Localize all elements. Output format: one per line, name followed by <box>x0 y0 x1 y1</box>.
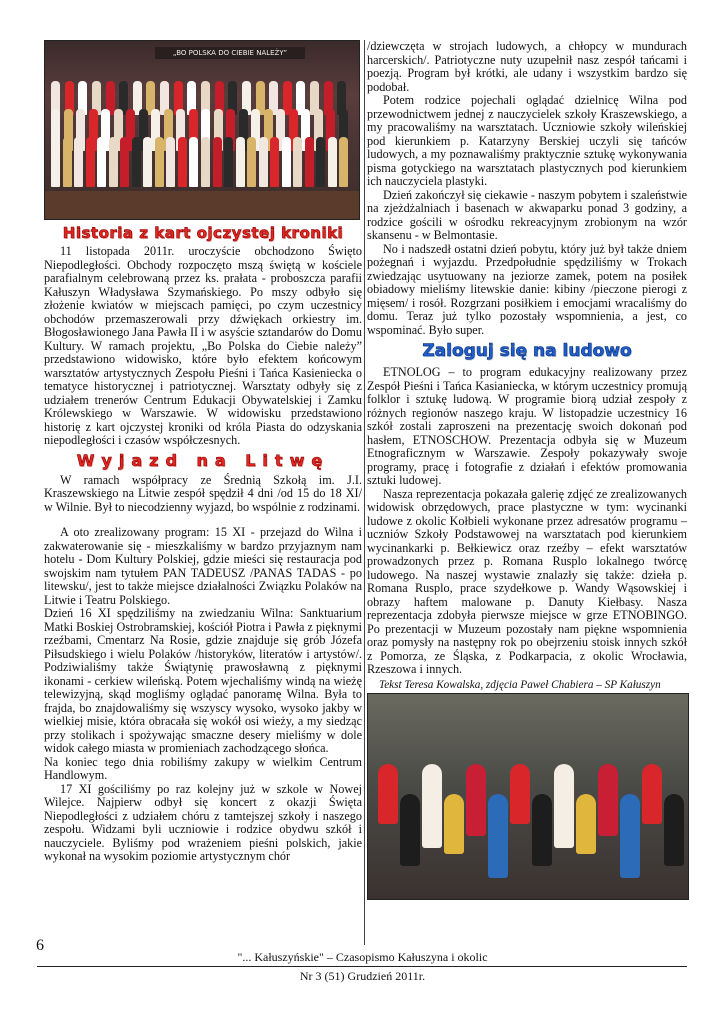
child-figure <box>510 764 530 824</box>
child-figure <box>598 764 618 836</box>
article-wyjazd-paragraph-8: No i nadszedł ostatni dzień pobytu, który już był także dniem pożegnań i wyjazdu. Przedpołudnie spędziliśmy w Trokach zwiedzając usytuowany na jeziorze zamek, potem na posiłek obiadowy mieliśmy litewskie danie: kibiny /pieczone pierogi z mięsem/ i rosół. Rozgrzani posiłkiem i emocjami wracaliśmy do domu. Teraz już tylko pozostały wspomnienia, a jest, co wspominać. Było super. <box>367 241 687 337</box>
child-figure <box>400 794 420 866</box>
child-figure <box>488 794 508 878</box>
child-figure <box>642 764 662 824</box>
performer-figure <box>86 137 95 187</box>
performer-figure <box>74 137 83 187</box>
footer-rule <box>37 966 687 967</box>
left-column <box>44 40 362 864</box>
photo-folk-costume-children <box>367 693 689 900</box>
photo-stage-performance <box>44 40 360 220</box>
child-figure <box>444 794 464 854</box>
child-figure <box>576 794 596 854</box>
article-wyjazd-paragraph-5-continued: /dziewczęta w strojach ludowych, a chłopcy w mundurach harcerskich/. Patriotyczne nuty uzupełnił nasz zespół tańcami i poezją. Program był krótki, ale udany i wszystkim bardzo się podobał. <box>367 39 687 94</box>
article-wyjazd-paragraph-5: 17 XI gościliśmy po raz kolejny już w szkole w Nowej Wilejce. Najpierw odbył się koncert z okazji Święta Niepodległości z udziałem chóru z tamtejszej szkoły i naszego zespołu. Widzami byli uczniowie i rodzice obydwu szkół i nauczyciele. Byliśmy pod wrażeniem pieśni polskich, jakie wykonał na wysokim poziomie artystycznym chór <box>44 781 362 863</box>
article-wyjazd-paragraph-3: Dzień 16 XI spędziliśmy na zwiedzaniu Wilna: Sanktuarium Matki Boskiej Ostrobramskiej, kościół Piotra i Pawła z pięknymi rzeźbami, Cmentarz Na Rosie, gdzie znajduje się grób Józefa Piłsudskiego i wielu Polaków /historyków, literatów i artystów/. Podziwialiśmy także Świątynię prawosławną z pięknymi ikonami - cerkiew wileńską. Potem wjechaliśmy windą na wieżę telewizyjną, skąd mogliśmy oglądać panoramę Wilna. Była to frajda, bo znajdowaliśmy się wszyscy wysoko, wysoko jakby w wielkiej misie, która obracała się wokół osi wieży, a my siedząc przy stolikach i spożywając smaczne desery mieliśmy w dole widok całego miasta w promieniach zachodzącego słońca. <box>44 606 362 755</box>
article-zaloguj-paragraph-1: ETNOLOG – to program edukacyjny realizowany przez Zespół Pieśni i Tańca Kasianiecka, w którym uczestnicy promują folklor i sztukę ludową. W programie biorą udział zespoły z różnych regionów naszego kraju. W listopadzie uczestnicy 16 szkół zostali zaproszeni na prezentację swoich dokonań pod hasłem, ETNOSCHOW. Prezentacja odbyła się w Muzeum Etnograficznym w Warszawie. Zespoły pokazywały swoje programy, pracę i fotografie z działań i efektów promowania sztuki ludowej. <box>367 365 687 487</box>
performer-figure <box>247 137 256 187</box>
performer-figure <box>97 137 106 187</box>
performer-figure <box>132 137 141 187</box>
child-figure <box>554 764 574 848</box>
article-wyjazd-paragraph-6: Potem rodzice pojechali oglądać dzielnicę Wilna pod przewodnictwem jednej z nauczycielek szkoły Kraszewskiego, a my pracowaliśmy na warsztatach. Uczniowie szkoły wileńskiej pod kierunkiem p. Katarzyny Berskiej uczyli się tańców ludowych, a my poznawaliśmy praktycznie sztukę wykonywania pisma gotyckiego na warsztatach plastycznych pod kierunkiem ich nauczyciela plastyki. <box>367 93 687 188</box>
performer-figure <box>201 137 210 187</box>
article-historia-paragraph: 11 listopada 2011r. uroczyście obchodzono Święto Niepodległości. Obchody rozpoczęto mszą świętą w kościele parafialnym celebrowaną przez ks. prałata - proboszcza parafii Kałuszyn Władysława Szymańskiego. Po mszy odbyło się złożenie kwiatów w miejscach pamięci, po czym uczestnicy obchodów przemaszerowali przy dźwiękach orkiestry im. Błogosławionego Jana Pawła II i w asyście sztandarów do Domu Kultury. W ramach projektu, „Bo Polska do Ciebie należy” przedstawiono widowisko, które było efektem końcowym warsztatów artystycznych Zespołu Pieśni i Tańca Kasieniecka o tematyce historycznej i patriotycznej. Warsztaty odbyły się z udziałem trenerów Centrum Edukacji Obywatelskiej i Zamku Królewskiego w Warszawie. W widowisku przedstawiono historię z kart ojczystej kroniki od króla Piasta do odzyskania niepodległości i czasów współczesnych. <box>44 244 362 447</box>
performer-figure <box>305 137 314 187</box>
child-figure <box>532 794 552 866</box>
performer-figure <box>109 137 118 187</box>
stage-floor <box>45 191 359 219</box>
performer-figure <box>270 137 279 187</box>
child-figure <box>422 764 442 848</box>
article-wyjazd-paragraph-7: Dzień zakończył się ciekawie - naszym pobytem i szaleństwie na zjeżdżalniach i basenach w akwaparku ponad 3 godziny, a rodzice gościli w ośrodku rekreacyjnym zrobionym na wzór skansenu - w Belmontasie. <box>367 187 687 242</box>
stage-banner: „BO POLSKA DO CIEBIE NALEŻY” <box>155 47 305 59</box>
performer-figure <box>224 137 233 187</box>
article-wyjazd-paragraph-4: Na koniec tego dnia robiliśmy zakupy w wielkim Centrum Handlowym. <box>44 754 362 782</box>
performer-figure <box>293 137 302 187</box>
performer-figure <box>166 137 175 187</box>
article-title-zaloguj: Zaloguj się na ludowo <box>422 341 632 361</box>
article-zaloguj-paragraph-2: Nasza reprezentacja pokazała galerię zdjęć ze zrealizowanych widowisk obrzędowych, prace plastyczne w tym: wycinanki ludowe z okolic Kołbieli wykonane przez adresatów programu – uczniów Szkoły Podstawowej na warsztatach pod kierunkiem wycinankarki p. Bełkiewicz oraz rzeźby – efekt warsztatów prowadzonych przez p. Romana Rusplo lokalnego twórcę ludowego. Na naszej wystawie znalazły się także: dzieła p. Romana Rusplo, prace szydełkowe p. Wandy Wąsowskiej i obrazy haftem malowane p. Danuty Kiełbasy. Nasza reprezentacja zdobyła pierwsze miejsce w grze ETNOBINGO. Po prezentacji w Muzeum pozostały nam piękne wspomnienia oraz pomysły na następny rok po obejrzeniu stoisk innych szkół z Pomorza, ze Śląska, z Podkarpacia, z okolic Wrocławia, Rzeszowa i innych. <box>367 486 687 676</box>
column-divider <box>364 40 365 945</box>
child-figure <box>664 794 684 866</box>
performer-figure <box>316 137 325 187</box>
performer-figure <box>143 137 152 187</box>
article-title-wyjazd: Wyjazd na Litwę <box>76 450 330 470</box>
performer-figure <box>236 137 245 187</box>
page-number: 6 <box>36 937 44 954</box>
article-wyjazd-paragraph-1: W ramach współpracy ze Średnią Szkołą im. J.I. Kraszewskiego na Litwie zespół spędził 4 dni /od 15 do 18 XI/ w Wilnie. Był to niecodzienny wyjazd, bo wspólnie z rodzinami. <box>44 472 362 514</box>
footer-issue: Nr 3 (51) Grudzień 2011r. <box>299 969 426 983</box>
footer-magazine-title: "... Kałuszyńskie" – Czasopismo Kałuszyna i okolic <box>237 950 488 964</box>
performer-figure <box>51 137 60 187</box>
performer-figure <box>63 137 72 187</box>
performer-figure <box>178 137 187 187</box>
performer-figure <box>339 137 348 187</box>
performer-figure <box>213 137 222 187</box>
performer-figure <box>259 137 268 187</box>
photo-credit-caption: Tekst Teresa Kowalska, zdjęcia Paweł Chabiera – SP Kałuszyn <box>379 678 661 691</box>
child-figure <box>378 764 398 824</box>
article-title-historia: Historia z kart ojczystej kroniki <box>62 224 344 242</box>
performer-figure <box>189 137 198 187</box>
performer-figure <box>328 137 337 187</box>
child-figure <box>466 764 486 836</box>
child-figure <box>620 794 640 878</box>
performer-figure <box>155 137 164 187</box>
article-wyjazd-paragraph-2: A oto zrealizowany program: 15 XI - przejazd do Wilna i zakwaterowanie się - mieszkaliśmy w bardzo przyjaznym nam hotelu - Dom Kultury Polskiej, gdzie mieści się restauracja pod swojskim nam tytułem PAN TADEUSZ /PANAS TADAS - po litewsku/, jest to także miejsce działalności Związku Polaków na Litwie i Teatru Polskiego. <box>44 525 362 607</box>
right-column <box>367 40 687 900</box>
performer-figure <box>120 137 129 187</box>
performer-figure <box>282 137 291 187</box>
